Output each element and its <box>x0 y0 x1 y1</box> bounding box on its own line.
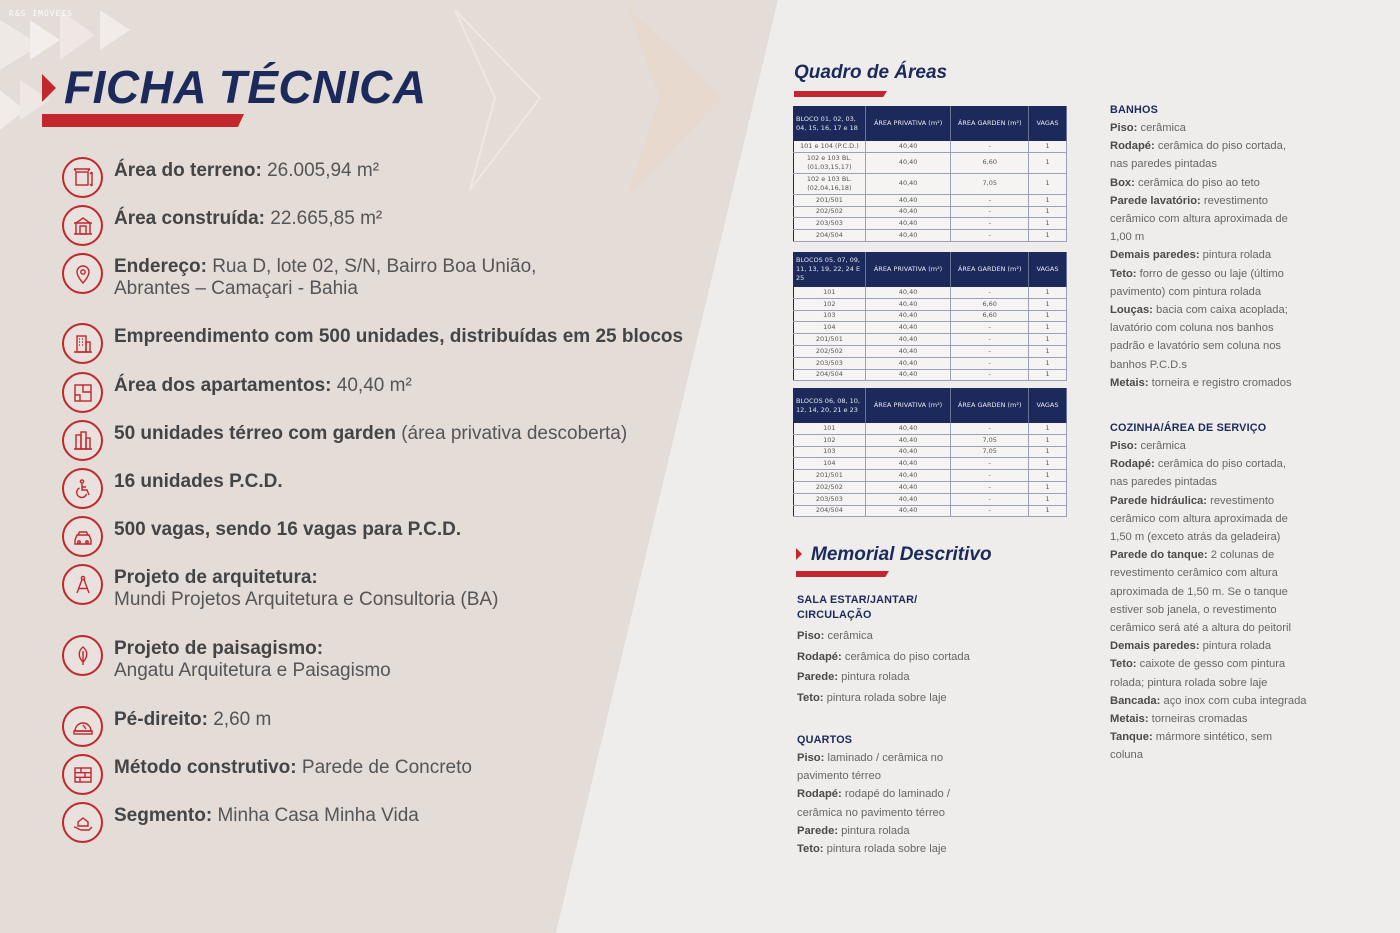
memo-line: Parede: pintura rolada <box>797 671 910 683</box>
table-header: ÁREA GARDEN (m²) <box>951 389 1029 423</box>
fact-units <box>62 323 702 364</box>
section-heading: COZINHA/ÁREA DE SERVIÇO <box>1110 422 1267 434</box>
wall-icon <box>62 754 103 795</box>
memo-line: estiver sob janela, o revestimento <box>1110 603 1277 616</box>
memo-line: cerâmica no pavimento térreo <box>797 806 945 819</box>
memo-line: banhos P.C.D.s <box>1110 358 1187 371</box>
memo-line: pavimento) com pintura rolada <box>1110 285 1262 298</box>
fact-architecture <box>62 564 702 611</box>
table-row: 101 40,40 - 1 <box>794 287 1067 299</box>
table-header: ÁREA PRIVATIVA (m²) <box>865 107 951 141</box>
fact-address <box>62 253 702 300</box>
table-row: 101 40,40 - 1 <box>794 423 1067 435</box>
table-header-block: BLOCO 01, 02, 03, 04, 15, 16, 17 e 18 <box>794 107 866 141</box>
table-row: 202/502 40,40 - 1 <box>794 345 1067 357</box>
title-underline <box>42 114 244 127</box>
section-heading: QUARTOS <box>797 734 853 746</box>
memo-line: Bancada: aço inox com cuba integrada <box>1110 694 1307 707</box>
memo-line: Tanque: mármore sintético, sem <box>1110 731 1273 744</box>
memo-line: Rodapé: cerâmica do piso cortada, <box>1110 140 1286 153</box>
memo-line: Demais paredes: pintura rolada <box>1110 640 1272 653</box>
memo-line: Rodapé: rodapé do laminado / <box>797 788 950 801</box>
table-row: 203/503 40,40 - 1 <box>794 218 1067 230</box>
watermark: R&S IMÓVEIS <box>9 9 73 18</box>
ceiling-height-icon <box>62 706 103 747</box>
memorial-title-underline <box>796 571 889 577</box>
fact-construction-method <box>62 754 702 795</box>
building-icon <box>62 323 103 364</box>
memo-line: cerâmico com altura aproximada de <box>1110 213 1288 226</box>
fact-text: 50 unidades térreo com garden (área privativa descoberta) <box>114 423 628 444</box>
memorial-title: Memorial Descritivo <box>811 544 992 565</box>
memo-line: Louças: bacia com caixa acoplada; <box>1110 304 1288 317</box>
memo-line: nas paredes pintadas <box>1110 476 1217 489</box>
memo-line: Piso: cerâmica <box>797 630 873 642</box>
towers-icon <box>62 420 103 461</box>
fact-apartment-area <box>62 372 702 413</box>
memorial-cozinha <box>1110 420 1380 765</box>
table-row: 102 e 103 BL. (02,04,16,18) 40,40 7,05 1 <box>794 173 1067 194</box>
memo-line: revestimento cerâmico com altura <box>1110 567 1278 580</box>
table-row: 104 40,40 - 1 <box>794 322 1067 334</box>
memo-line: Teto: caixote de gesso com pintura <box>1110 658 1286 671</box>
memo-line: 1,00 m <box>1110 231 1145 244</box>
table-row: 202/502 40,40 - 1 <box>794 206 1067 218</box>
memo-line: cerâmico com altura aproximada de <box>1110 512 1288 525</box>
areas-table-2 <box>793 252 1067 381</box>
page-title: FICHA TÉCNICA <box>64 61 427 113</box>
floor-plan-icon <box>62 372 103 413</box>
memo-line: Parede: pintura rolada <box>797 824 910 837</box>
memo-line: Parede do tanque: 2 colunas de <box>1110 549 1275 562</box>
memorial-arrow-icon <box>796 548 802 560</box>
table-row: 203/503 40,40 - 1 <box>794 357 1067 369</box>
fact-text: Método construtivo: Parede de Concreto <box>114 757 472 778</box>
table-row: 204/504 40,40 - 1 <box>794 369 1067 381</box>
fact-text: Área do terreno: 26.005,94 m² <box>114 160 380 181</box>
fact-landscaping <box>62 635 702 682</box>
table-header: ÁREA PRIVATIVA (m²) <box>865 389 951 423</box>
leaf-icon <box>62 635 103 676</box>
memo-line: Box: cerâmica do piso ao teto <box>1110 176 1260 189</box>
memo-line: padrão e lavatório sem coluna nos <box>1110 340 1282 353</box>
wheelchair-icon <box>62 468 103 509</box>
table-header-block: BLOCOS 05, 07, 09, 11, 13, 19, 22, 24 E 25 <box>794 253 866 287</box>
table-row: 203/503 40,40 - 1 <box>794 493 1067 505</box>
memo-line: cerâmico será até a altura do peitoril <box>1110 622 1291 635</box>
memo-line: Parede hidráulica: revestimento <box>1110 494 1275 507</box>
memo-line: Metais: torneiras cromadas <box>1110 713 1248 726</box>
map-pin-icon <box>62 253 103 294</box>
table-row: 204/504 40,40 - 1 <box>794 230 1067 242</box>
section-heading: SALA ESTAR/JANTAR/ <box>797 594 918 606</box>
fact-text: Área construída: 22.665,85 m² <box>114 208 383 229</box>
fact-pcd-units <box>62 468 702 509</box>
table-header: VAGAS <box>1029 389 1067 423</box>
table-header: ÁREA GARDEN (m²) <box>951 253 1029 287</box>
memo-line: Teto: pintura rolada sobre laje <box>797 843 947 856</box>
fact-built-area <box>62 205 702 246</box>
fact-segment <box>62 802 702 843</box>
memo-line: Teto: pintura rolada sobre laje <box>797 691 947 704</box>
areas-table-3 <box>793 388 1067 517</box>
table-row: 103 40,40 7,05 1 <box>794 446 1067 458</box>
fact-text: Endereço: Rua D, lote 02, S/N, Bairro Boa União, Abrantes – Camaçari - Bahia <box>114 256 537 299</box>
memorial-sala <box>797 593 1037 708</box>
fact-land-area <box>62 157 702 198</box>
fact-text: 500 vagas, sendo 16 vagas para P.C.D. <box>114 519 462 540</box>
memo-line: Piso: cerâmica <box>1110 440 1186 452</box>
memo-line: Metais: torneira e registro cromados <box>1110 376 1292 389</box>
memo-line: Demais paredes: pintura rolada <box>1110 249 1272 262</box>
fact-ceiling-height <box>62 706 702 747</box>
table-row: 201/501 40,40 - 1 <box>794 334 1067 346</box>
section-heading: BANHOS <box>1110 104 1158 116</box>
memo-line: 1,50 m (exceto atrás da geladeira) <box>1110 531 1281 544</box>
memo-line: Rodapé: cerâmica do piso cortada, <box>1110 458 1286 471</box>
areas-title: Quadro de Áreas <box>794 62 948 83</box>
car-icon <box>62 516 103 557</box>
memorial-banhos <box>1110 102 1380 392</box>
table-header-block: BLOCOS 06, 08, 10, 12, 14, 20, 21 e 23 <box>794 389 866 423</box>
memo-line: rolada; pintura rolada sobre laje <box>1110 676 1268 689</box>
table-row: 103 40,40 6,60 1 <box>794 310 1067 322</box>
fact-garden-units <box>62 420 702 461</box>
memo-line: coluna <box>1110 749 1143 762</box>
areas-title-underline <box>794 91 887 97</box>
table-header: VAGAS <box>1029 107 1067 141</box>
compass-icon <box>62 564 103 605</box>
table-row: 102 40,40 7,05 1 <box>794 434 1067 446</box>
section-heading: CIRCULAÇÃO <box>797 609 872 621</box>
house-hand-icon <box>62 802 103 843</box>
fact-text: Empreendimento com 500 unidades, distribuídas em 25 blocos <box>114 326 684 347</box>
fact-text: Pé-direito: 2,60 m <box>114 709 272 730</box>
fact-text: Projeto de arquitetura: Mundi Projetos Arquitetura e Consultoria (BA) <box>114 567 499 610</box>
table-header: ÁREA GARDEN (m²) <box>951 107 1029 141</box>
table-row: 101 e 104 (P.C.D.) 40,40 - 1 <box>794 141 1067 153</box>
fact-text: Projeto de paisagismo: Angatu Arquitetura e Paisagismo <box>114 638 391 681</box>
fact-parking <box>62 516 702 557</box>
built-area-icon <box>62 205 103 246</box>
land-area-icon <box>62 157 103 198</box>
memo-line: aproximada de 1,50 m. Se o tanque <box>1110 585 1288 598</box>
memo-line: Piso: laminado / cerâmica no <box>797 752 944 764</box>
fact-text: Segmento: Minha Casa Minha Vida <box>114 805 419 826</box>
table-row: 201/501 40,40 - 1 <box>794 194 1067 206</box>
table-row: 202/502 40,40 - 1 <box>794 481 1067 493</box>
memo-line: Teto: forro de gesso ou laje (último <box>1110 267 1284 280</box>
memo-line: Parede lavatório: revestimento <box>1110 194 1268 207</box>
memo-line: lavatório com coluna nos banhos <box>1110 322 1274 335</box>
table-header: VAGAS <box>1029 253 1067 287</box>
table-row: 204/504 40,40 - 1 <box>794 505 1067 517</box>
table-row: 201/501 40,40 - 1 <box>794 470 1067 482</box>
areas-table-1 <box>793 106 1067 242</box>
title-arrow-icon <box>42 74 56 102</box>
memo-line: pavimento térreo <box>797 770 881 783</box>
memorial-quartos <box>797 732 1037 858</box>
table-row: 102 e 103 BL. (01,03,15,17) 40,40 6,60 1 <box>794 152 1067 173</box>
table-header: ÁREA PRIVATIVA (m²) <box>865 253 951 287</box>
memo-line: nas paredes pintadas <box>1110 158 1217 171</box>
table-row: 102 40,40 6,60 1 <box>794 298 1067 310</box>
memo-line: Piso: cerâmica <box>1110 122 1186 134</box>
memo-line: Rodapé: cerâmica do piso cortada <box>797 650 970 663</box>
fact-text: 16 unidades P.C.D. <box>114 471 283 492</box>
table-row: 104 40,40 - 1 <box>794 458 1067 470</box>
fact-text: Área dos apartamentos: 40,40 m² <box>114 375 412 396</box>
